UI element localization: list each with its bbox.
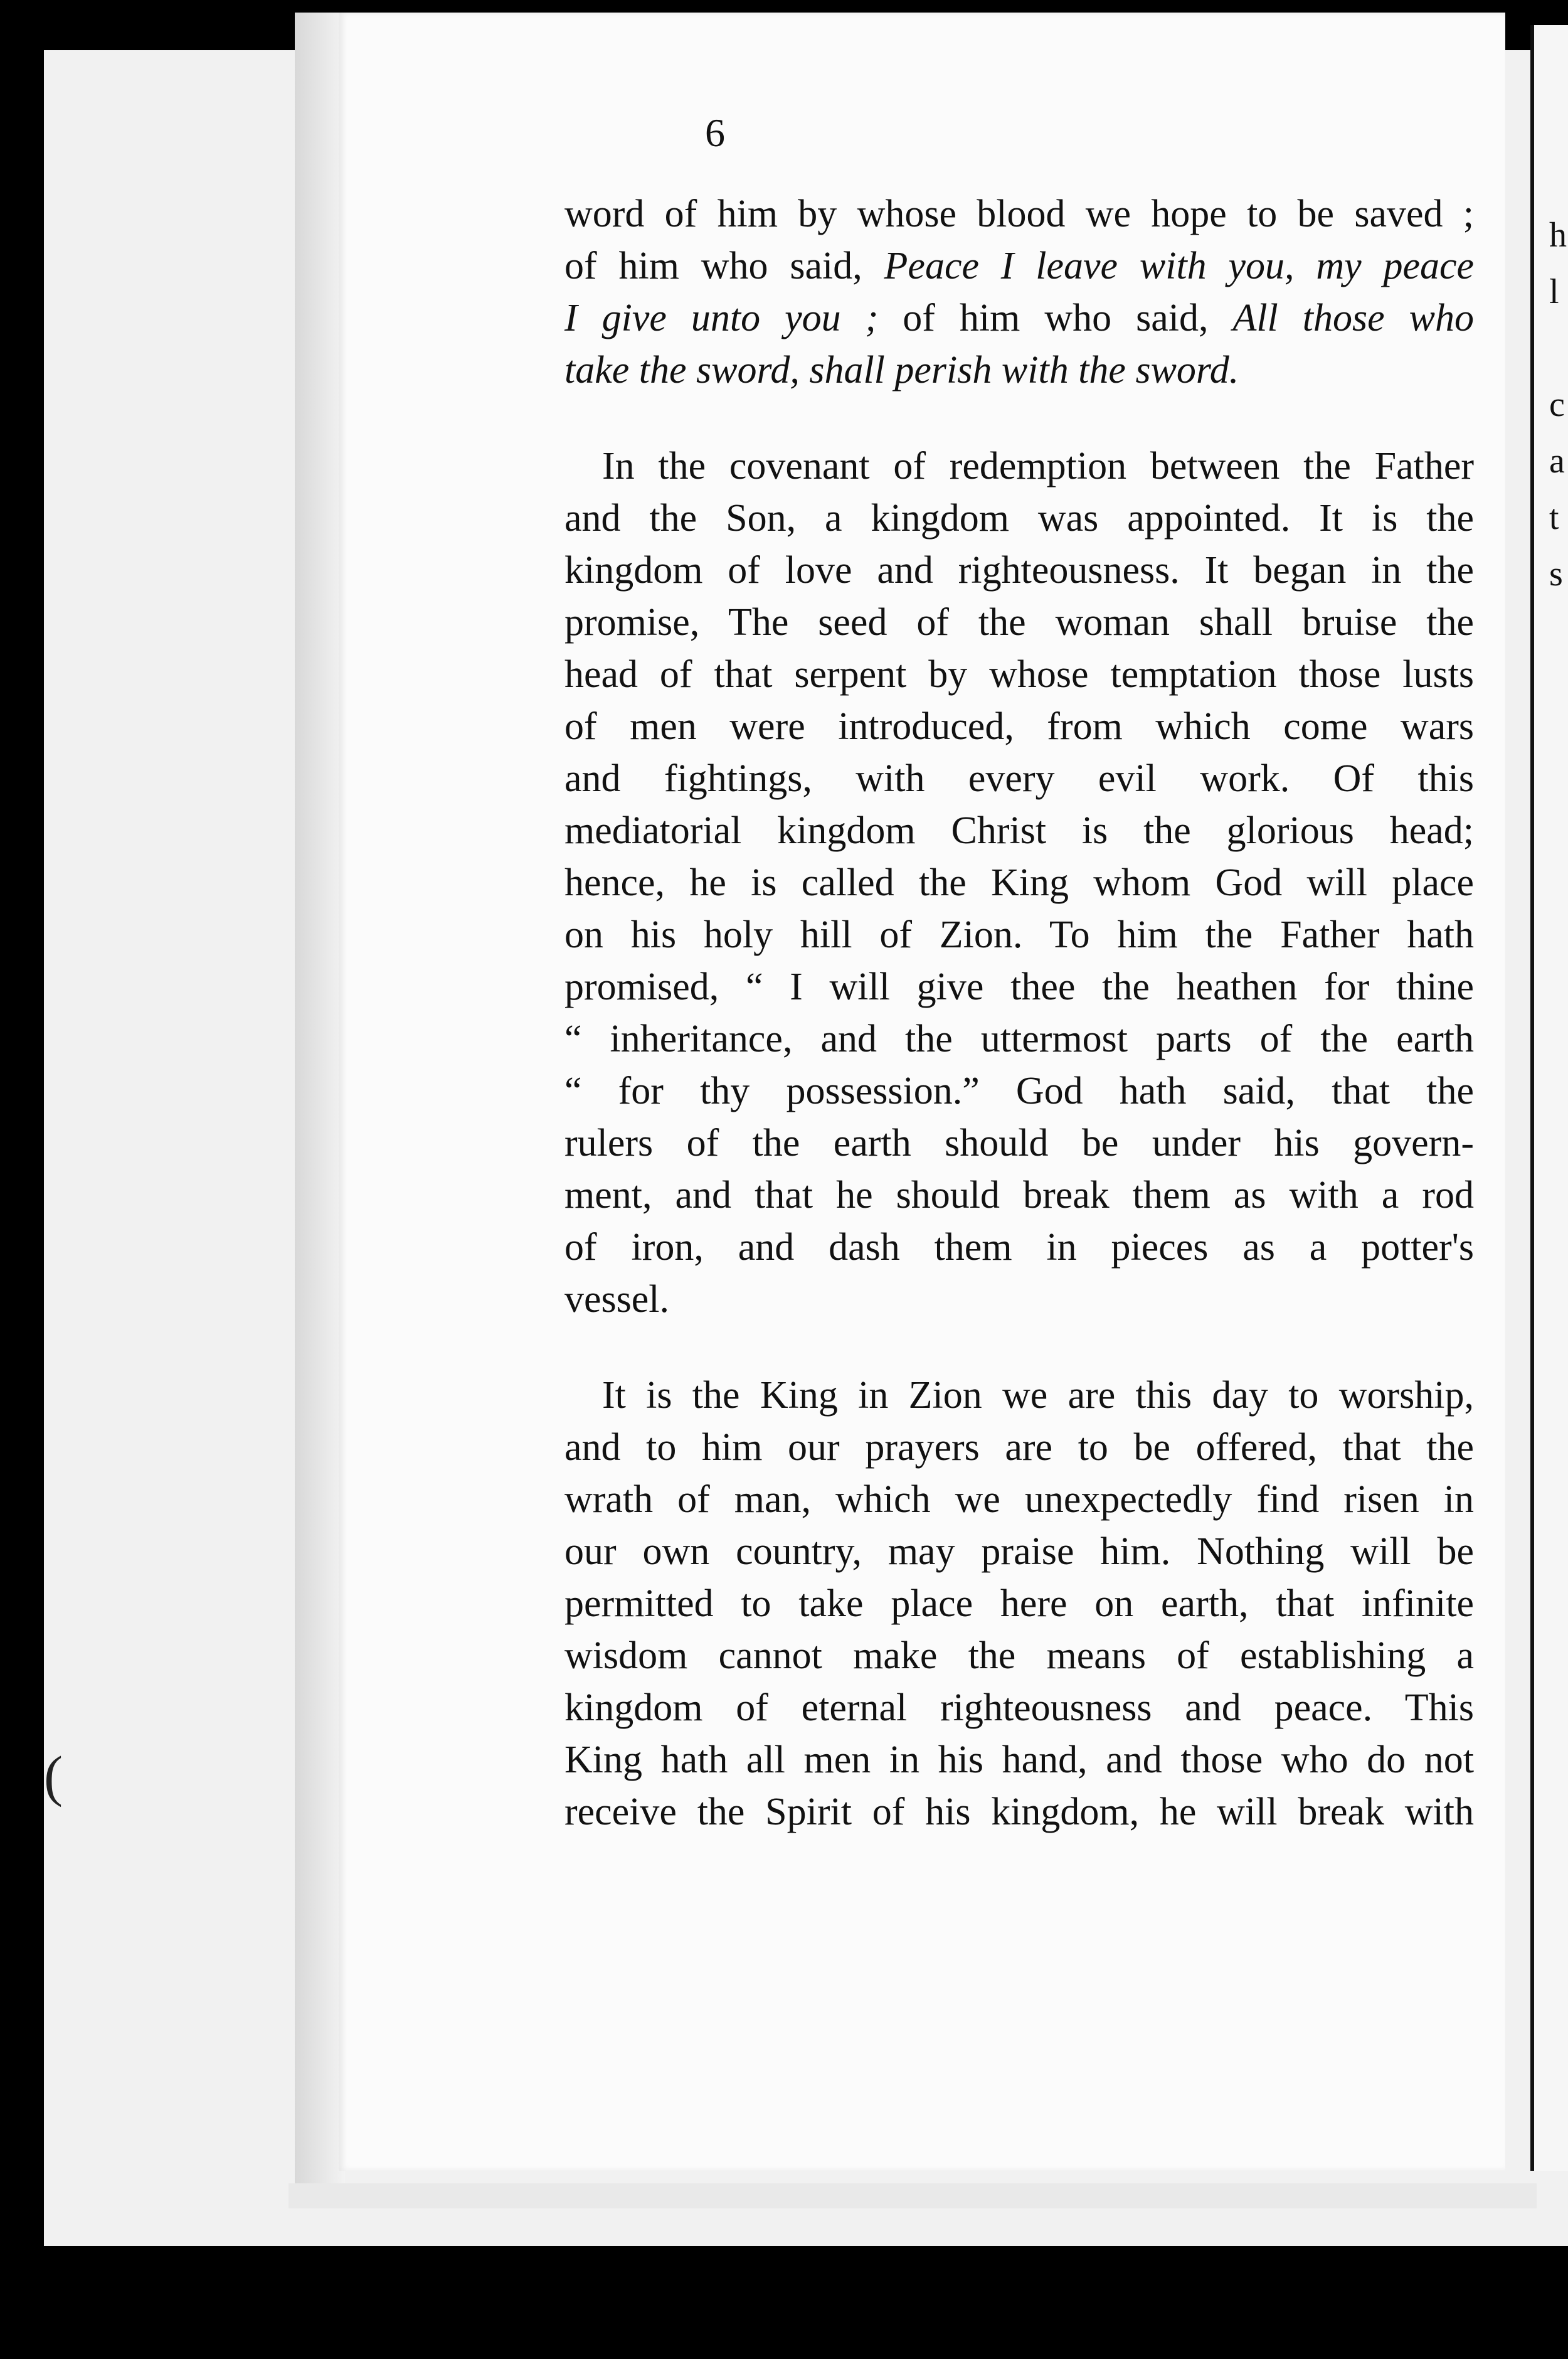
text-line [564,1274,1474,1326]
text-run: and fightings, with every evil work. Of this [564,757,1474,800]
text-run: hence, he is called the King whom God will place [564,861,1474,904]
text-line [564,1169,1474,1222]
text-line [564,1474,1474,1526]
body-text [564,188,1474,1882]
text-line [564,1578,1474,1630]
text-run: word of him by whose blood we hope to be saved ; [564,193,1474,235]
text-run: and the Son, a kingdom was appointed. It is the [564,497,1474,540]
gutter-shadow [295,13,345,2196]
text-run: kingdom of love and righteousness. It began in the [564,549,1474,592]
text-line [564,1682,1474,1734]
text-line [564,493,1474,545]
text-run: “ inheritance, and the uttermost parts of the earth [564,1018,1474,1060]
text-line [564,1370,1474,1422]
italic-run: Peace I leave with you, my peace [884,245,1475,287]
text-line [564,188,1474,240]
paragraph [564,1370,1474,1838]
text-line [564,1786,1474,1838]
text-run: of men were introduced, from which come wars [564,705,1474,748]
next-page-edge-letters [1549,207,1568,602]
edge-letter: a [1549,442,1565,481]
text-line [564,857,1474,909]
text-line [564,1117,1474,1169]
text-run: In the covenant of redemption between the Father [602,445,1474,487]
text-run: rulers of the earth should be under his govern- [564,1122,1474,1164]
edge-letter: l [1549,272,1559,311]
text-line [564,597,1474,649]
text-line [564,909,1474,961]
edge-letter: c [1549,385,1565,424]
text-line [564,292,1474,344]
text-line [564,545,1474,597]
paragraph [564,188,1474,397]
text-line [564,1222,1474,1274]
text-run: our own country, may praise him. Nothing will be [564,1530,1474,1573]
text-run: promise, The seed of the woman shall bruise the [564,601,1474,644]
text-run: wisdom cannot make the means of establishing a [564,1634,1474,1677]
text-run: promised, “ I will give thee the heathen for thine [564,966,1474,1008]
scan-margin-mark: ( [44,1745,63,1808]
text-run: of him who said, [564,245,884,287]
edge-letter [1549,320,1568,376]
text-run: of him who said, [878,297,1233,339]
edge-letter: t [1549,498,1559,537]
text-run: of iron, and dash them in pieces as a potter's [564,1226,1474,1269]
text-line [564,1630,1474,1682]
text-run: vessel. [564,1278,670,1321]
text-line [564,753,1474,805]
text-line [564,701,1474,753]
text-run: mediatorial kingdom Christ is the glorious head; [564,809,1474,852]
text-run: receive the Spirit of his kingdom, he will break with [564,1791,1474,1833]
italic-run: I give unto you ; [564,297,879,339]
italic-run: take the sword, shall perish with the sword. [564,349,1239,391]
text-line [564,961,1474,1013]
text-run: on his holy hill of Zion. To him the Father hath [564,913,1474,956]
page-number: 6 [705,110,725,155]
paragraph [564,440,1474,1326]
text-run: and to him our prayers are to be offered, that the [564,1426,1474,1469]
text-line [564,240,1474,292]
text-run: It is the King in Zion we are this day to worship, [602,1374,1474,1417]
text-line [564,1526,1474,1578]
italic-run: All those who [1232,297,1474,339]
edge-letter: s [1549,555,1563,594]
text-line [564,1065,1474,1117]
text-run: ment, and that he should break them as with a rod [564,1174,1474,1217]
text-line [564,805,1474,857]
edge-letter: h [1549,216,1567,255]
page-bottom-edge [289,2183,1537,2208]
text-line [564,1013,1474,1065]
text-run: kingdom of eternal righteousness and peace. This [564,1686,1474,1729]
text-line [564,440,1474,493]
text-run: wrath of man, which we unexpectedly find risen in [564,1478,1474,1521]
text-line [564,1422,1474,1474]
text-run: head of that serpent by whose temptation those lusts [564,653,1474,696]
text-run: King hath all men in his hand, and those who do not [564,1739,1474,1781]
text-line [564,649,1474,701]
text-run: “ for thy possession.” God hath said, that the [564,1070,1474,1112]
text-line [564,344,1474,397]
text-line [564,1734,1474,1786]
text-run: permitted to take place here on earth, that infinite [564,1582,1474,1625]
